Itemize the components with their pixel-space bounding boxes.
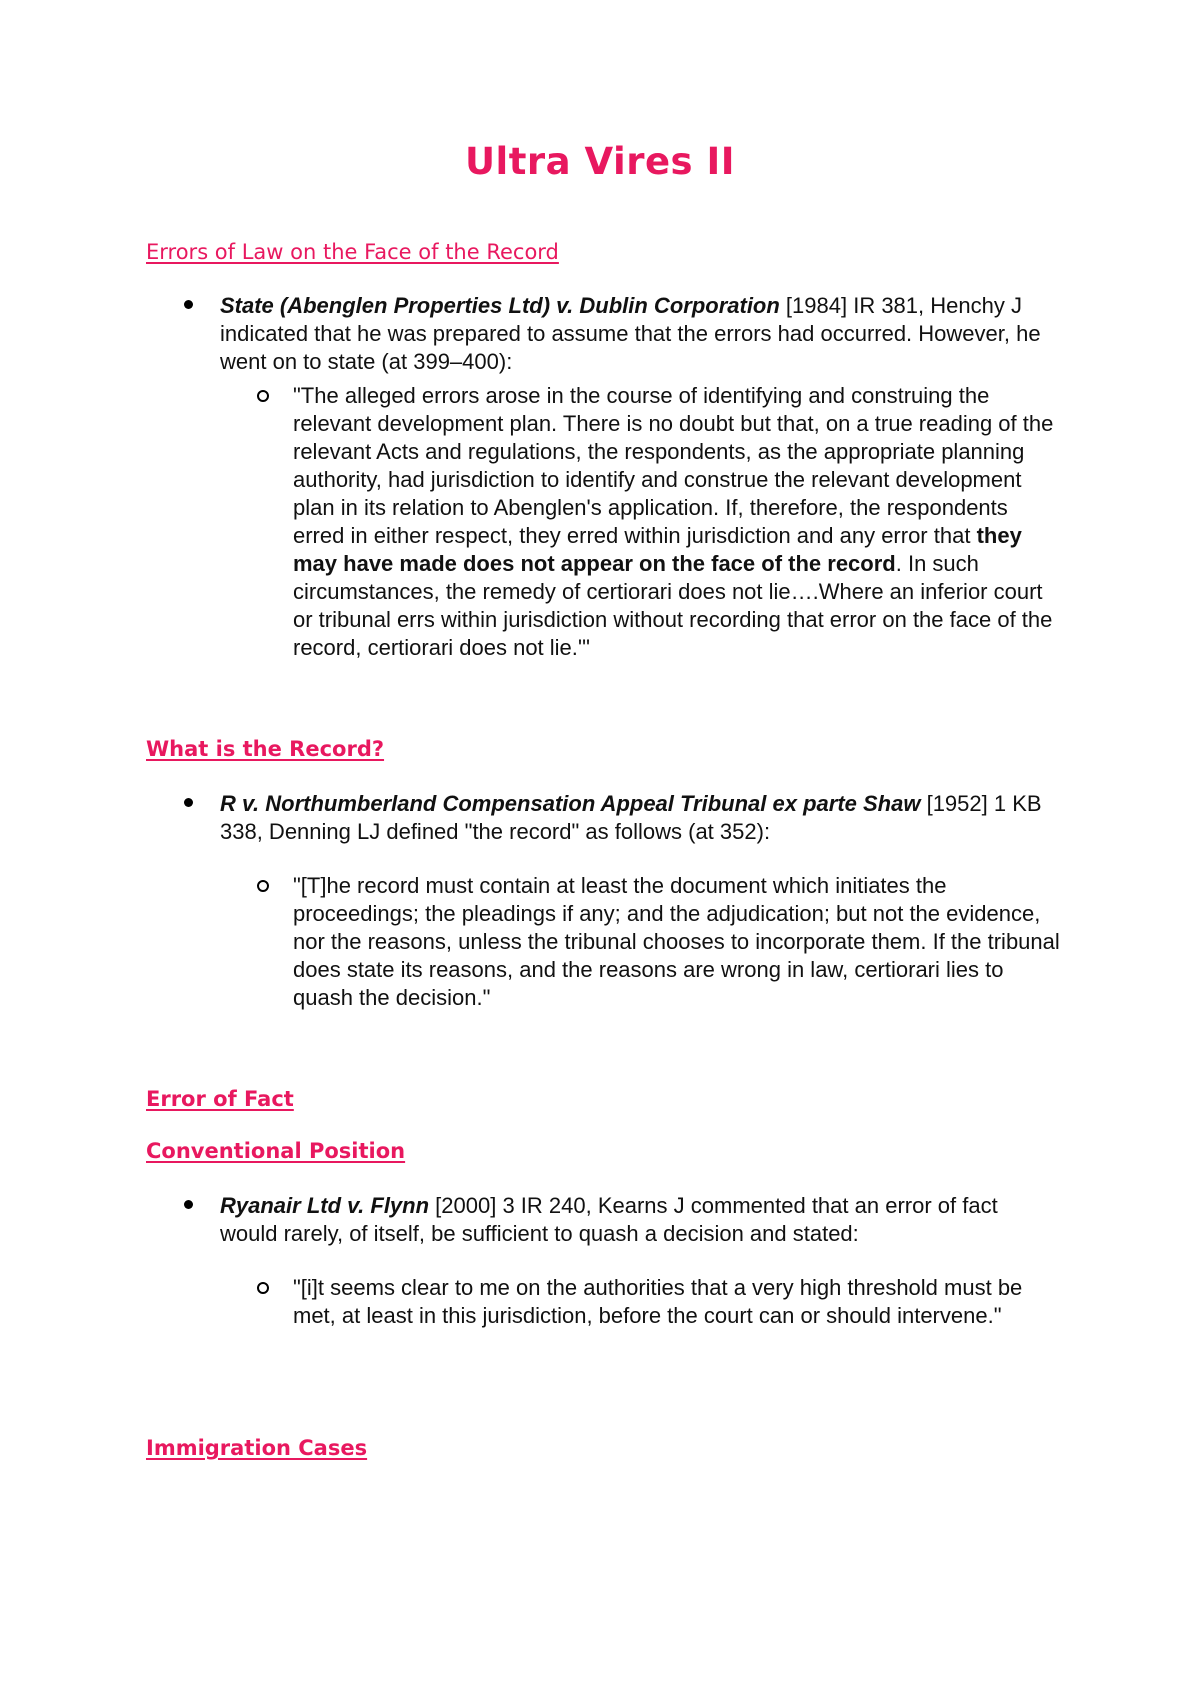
sub-bullet-icon bbox=[257, 880, 269, 892]
abenglen-paragraph bbox=[220, 292, 1050, 376]
quote-text: "The alleged errors arose in the course of identifying and construing the relevant development plan. There is no doubt but that, on a true reading of the relevant Acts and regulations, the respondents, as the appropriate planning authority, had jurisdiction to identify and construe the relevant development plan in its relation to Abenglen's application. If, therefore, the respondents erred in either respect, they erred within jurisdiction and any error that bbox=[293, 383, 1054, 548]
ryanair-quote: "[i]t seems clear to me on the authorities that a very high threshold must be met, at least in this jurisdiction, before the court can or should intervene." bbox=[293, 1275, 1023, 1328]
heading-error-of-fact: Error of Fact bbox=[146, 1087, 294, 1111]
heading-conventional-position: Conventional Position bbox=[146, 1139, 406, 1163]
northumberland-quote: "[T]he record must contain at least the document which initiates the proceedings; the pleadings if any; and the adjudication; but not the evidence, nor the reasons, unless the tribunal chooses to incorporate them. If the tribunal does state its reasons, and the reasons are wrong in law, certiorari lies to quash the decision." bbox=[293, 873, 1060, 1010]
case-name-abenglen: State (Abenglen Properties Ltd) v. Dublin Corporation bbox=[220, 293, 780, 318]
abenglen-quote bbox=[293, 382, 1061, 662]
quote-bold-text: they may have made does not appear on the face of the record bbox=[293, 523, 1022, 576]
case-name-northumberland: R v. Northumberland Compensation Appeal Tribunal ex parte Shaw bbox=[220, 791, 921, 816]
case-name-ryanair: Ryanair Ltd v. Flynn bbox=[220, 1193, 430, 1218]
abenglen-text: [1984] IR 381, Henchy J indicated that he was prepared to assume that the errors had occurred. However, he went on to state (at 399–400): bbox=[220, 293, 1041, 374]
heading-what-is-record: What is the Record? bbox=[146, 737, 385, 761]
northumberland-paragraph bbox=[220, 790, 1050, 846]
sub-bullet-icon bbox=[257, 1282, 269, 1294]
quote-text-end: . In such circumstances, the remedy of certiorari does not lie….Where an inferior court or tribunal errs within jurisdiction without recording that error on the face of the record, certiorari does not lie.'" bbox=[293, 551, 1053, 660]
heading-immigration-cases: Immigration Cases bbox=[146, 1436, 368, 1460]
heading-errors-of-law: Errors of Law on the Face of the Record bbox=[146, 240, 559, 264]
bullet-icon bbox=[184, 798, 193, 807]
ryanair-text: [2000] 3 IR 240, Kearns J commented that an error of fact would rarely, of itself, be sufficient to quash a decision and stated: bbox=[220, 1193, 998, 1246]
bullet-icon bbox=[184, 300, 193, 309]
northumberland-text: [1952] 1 KB 338, Denning LJ defined "the record" as follows (at 352): bbox=[220, 791, 1042, 844]
bullet-icon bbox=[184, 1200, 193, 1209]
document-title: Ultra Vires II bbox=[465, 140, 735, 183]
sub-bullet-icon bbox=[257, 390, 269, 402]
ryanair-paragraph bbox=[220, 1192, 1050, 1248]
